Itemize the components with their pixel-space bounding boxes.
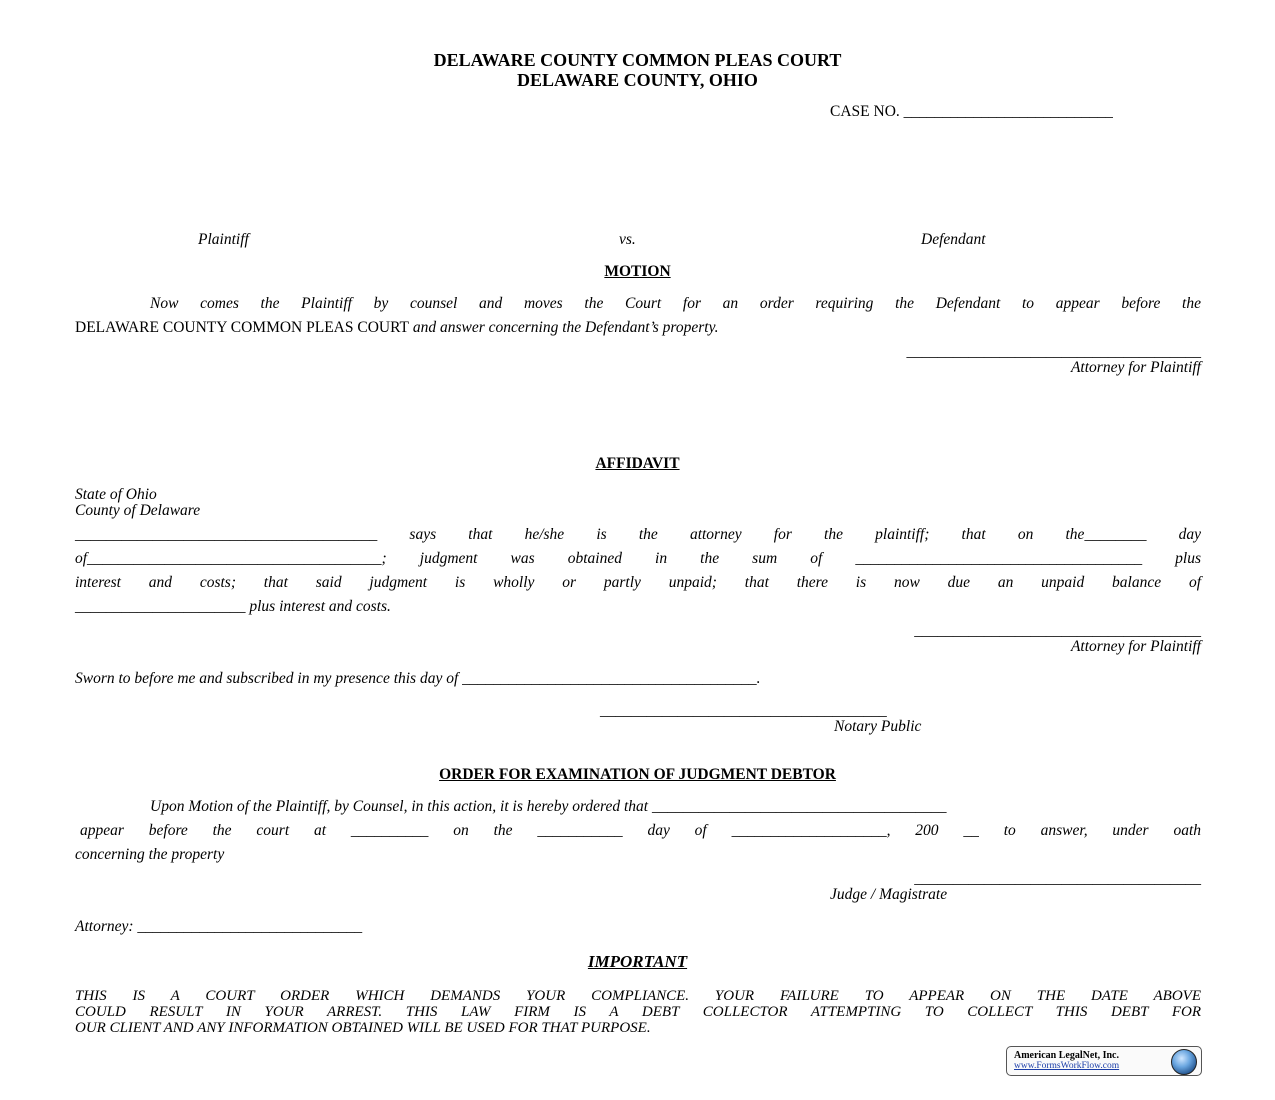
motion-signature-label: Attorney for Plaintiff: [1070, 359, 1201, 376]
judge-signature-label: Judge / Magistrate: [830, 886, 948, 903]
affidavit-line1: _______________________________________ says that he/she is the attorney for the plaintiff; that on the________ day: [75, 526, 1201, 543]
sworn-statement: Sworn to before me and subscribed in my presence this day of ______________________________________.: [75, 670, 761, 687]
affidavit-signature-label: Attorney for Plaintiff: [1070, 638, 1201, 655]
order-line3: concerning the property: [75, 846, 225, 863]
motion-paragraph-rest: and answer concerning the Defendant’s property.: [408, 319, 719, 336]
attorney-field: Attorney: _____________________________: [75, 918, 363, 935]
important-line3: OUR CLIENT AND ANY INFORMATION OBTAINED WILL BE USED FOR THAT PURPOSE.: [75, 1020, 651, 1036]
motion-signature-line: ______________________________________: [906, 343, 1201, 360]
motion-paragraph-line1: Now comes the Plaintiff by counsel and moves the Court for an order requiring the Defendant to appear before the: [150, 295, 1201, 312]
court-location: DELAWARE COUNTY, OHIO: [517, 70, 758, 90]
defendant-label: Defendant: [921, 231, 986, 248]
order-line1: Upon Motion of the Plaintiff, by Counsel, in this action, it is hereby ordered that ______________________________________: [150, 798, 947, 815]
order-title: ORDER FOR EXAMINATION OF JUDGMENT DEBTOR: [439, 766, 836, 783]
affidavit-state: State of Ohio: [75, 486, 157, 503]
affidavit-line2: of______________________________________; judgment was obtained in the sum of _____________________________________ plus: [75, 550, 1201, 567]
logo-url-link[interactable]: www.FormsWorkFlow.com: [1014, 1061, 1120, 1071]
globe-icon: [1171, 1049, 1197, 1075]
order-line2: appear before the court at __________ on the ___________ day of ____________________, 200 __ to answer, under oath: [80, 822, 1201, 839]
notary-label: Notary Public: [834, 718, 922, 735]
motion-title: MOTION: [604, 263, 671, 280]
american-legalnet-logo[interactable]: [1006, 1046, 1202, 1076]
case-number-field: CASE NO. ___________________________: [830, 103, 1113, 120]
important-line1: THIS IS A COURT ORDER WHICH DEMANDS YOUR COMPLIANCE. YOUR FAILURE TO APPEAR ON THE DATE ABOVE: [75, 988, 1201, 1004]
motion-court-name: DELAWARE COUNTY COMMON PLEAS COURT: [75, 319, 409, 336]
affidavit-line4: ______________________ plus interest and costs.: [75, 598, 391, 615]
court-name: DELAWARE COUNTY COMMON PLEAS COURT: [433, 50, 842, 70]
affidavit-line3: interest and costs; that said judgment is wholly or partly unpaid; that there is now due an unpaid balance of: [75, 574, 1201, 591]
affidavit-signature-line: _____________________________________: [914, 622, 1201, 639]
important-title: IMPORTANT: [587, 952, 688, 971]
important-line2: COULD RESULT IN YOUR ARREST. THIS LAW FIRM IS A DEBT COLLECTOR ATTEMPTING TO COLLECT THIS DEBT FOR: [75, 1004, 1201, 1020]
affidavit-title: AFFIDAVIT: [595, 455, 680, 472]
plaintiff-label: Plaintiff: [198, 231, 249, 248]
affidavit-county: County of Delaware: [75, 502, 201, 519]
logo-company-name: American LegalNet, Inc.: [1014, 1050, 1119, 1061]
judge-signature-line: _____________________________________: [914, 870, 1201, 887]
motion-paragraph-line2: [75, 319, 719, 337]
versus-label: vs.: [619, 231, 636, 248]
notary-signature-line: _____________________________________: [600, 702, 887, 719]
